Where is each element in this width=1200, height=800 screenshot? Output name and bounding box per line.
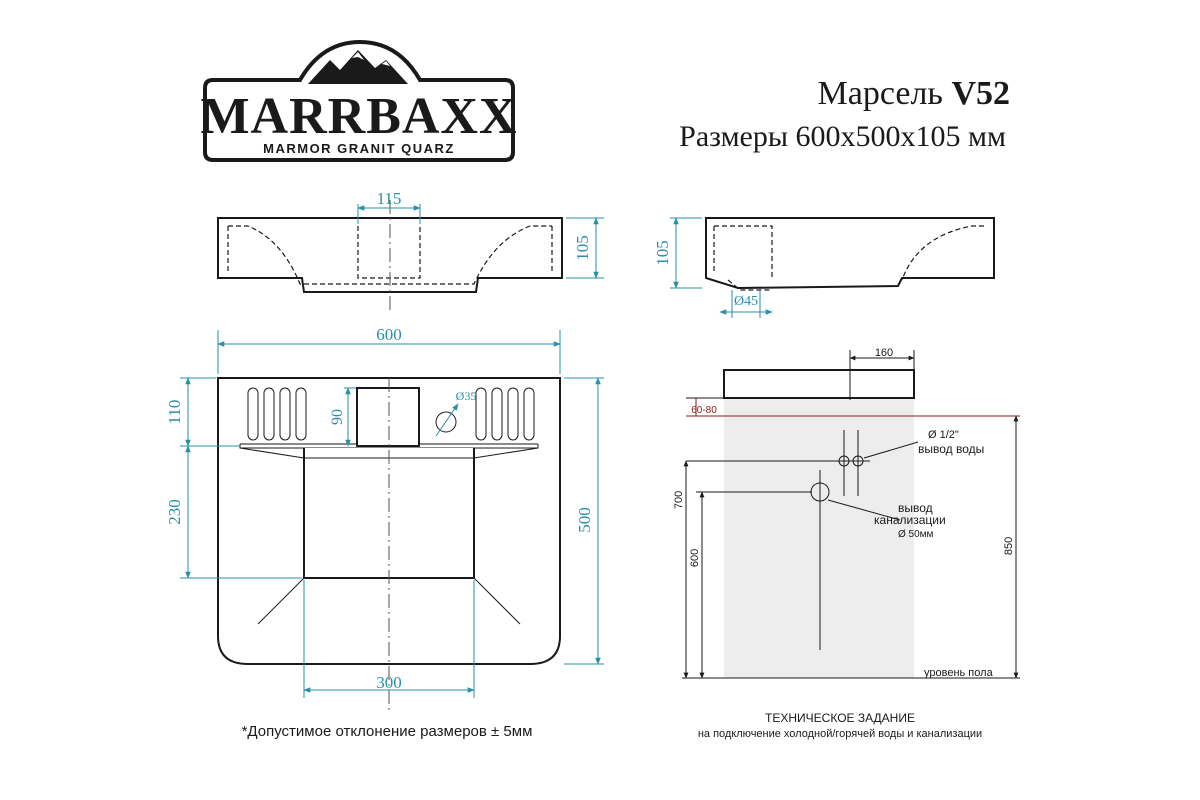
dim-plan-d35: Ø35	[455, 389, 477, 403]
wall-area	[724, 398, 914, 678]
dim-plan-230: 230	[165, 499, 184, 525]
spec-title: ТЕХНИЧЕСКОЕ ЗАДАНИЕ	[765, 711, 915, 725]
installation-scheme	[673, 347, 1020, 679]
floor-label: уровень пола	[924, 667, 993, 679]
dim-plan-500: 500	[575, 507, 594, 533]
dim-install-160: 160	[874, 347, 894, 359]
water-label-size: Ø 1/2"	[928, 429, 959, 441]
brand-logo	[200, 42, 517, 160]
dim-plan-600: 600	[376, 325, 402, 344]
dim-front-105: 105	[573, 235, 592, 261]
spec-subtitle: на подключение холодной/горячей воды и канализации	[697, 728, 983, 740]
size-label: Размеры 600х500х105 мм	[679, 120, 1006, 153]
dim-install-6080: 60-80	[691, 405, 717, 416]
drain-label-2: канализации	[874, 513, 946, 527]
plan-view	[165, 325, 604, 710]
model-name: Марсель	[817, 75, 943, 112]
profile-view	[653, 218, 994, 318]
dim-plan-300: 300	[376, 673, 402, 692]
dim-plan-110: 110	[165, 399, 184, 425]
dim-profile-105: 105	[653, 240, 672, 266]
basin-block	[724, 370, 914, 398]
dim-install-700: 700	[673, 490, 685, 510]
dim-install-850: 850	[1003, 536, 1015, 556]
model-code: V52	[951, 75, 1010, 112]
logo-tagline: MARMOR GRANIT QUARZ	[263, 141, 455, 156]
drain-label-1: вывод	[898, 501, 933, 515]
dim-install-600: 600	[689, 548, 701, 568]
dim-profile-d45: Ø45	[733, 294, 759, 309]
water-label-text: вывод воды	[918, 442, 985, 456]
tolerance-note: *Допустимое отклонение размеров ± 5мм	[241, 723, 533, 740]
front-view	[218, 189, 604, 312]
model-title	[818, 75, 1010, 112]
logo-brand-text: MARRBAXX	[200, 88, 518, 145]
drain-label-3: Ø 50мм	[898, 529, 934, 540]
dim-front-115: 115	[376, 189, 402, 208]
dim-plan-90: 90	[329, 409, 346, 425]
